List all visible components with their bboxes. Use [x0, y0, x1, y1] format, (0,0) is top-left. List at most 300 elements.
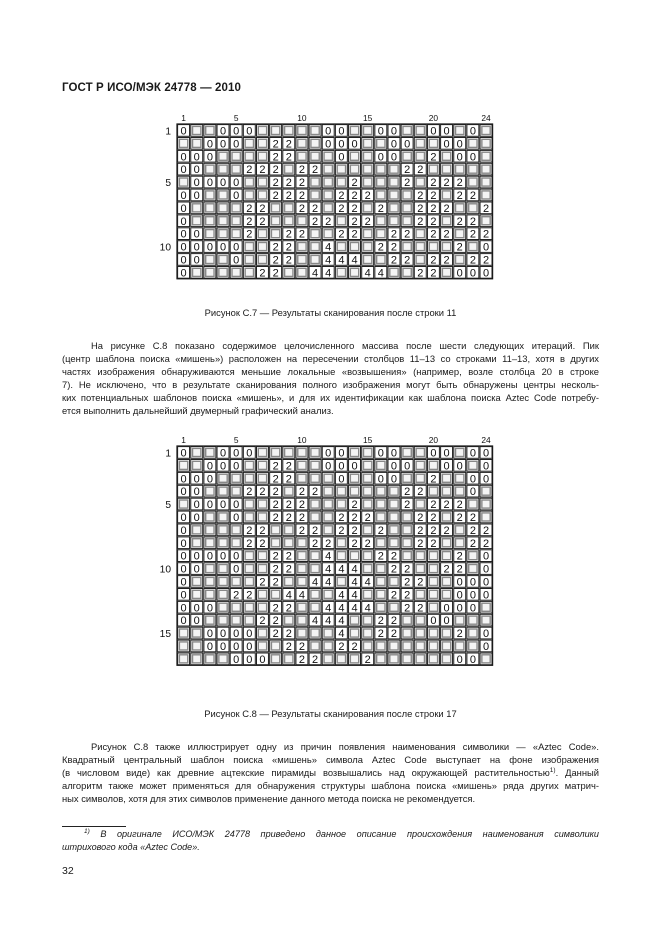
- figure-c8-empty-cell-mark: [298, 552, 306, 560]
- figure-c7-cell-value: 2: [430, 215, 437, 228]
- figure-c8-cell-value: 0: [219, 499, 227, 512]
- figure-c7-empty-cell-mark: [442, 243, 450, 251]
- figure-c8-empty-cell-mark: [206, 513, 214, 521]
- figure-c7-cell-value: 2: [351, 189, 358, 202]
- figure-c8-empty-cell-mark: [258, 513, 266, 521]
- figure-c8-empty-cell-mark: [377, 500, 385, 508]
- figure-c8-cell-value: 0: [180, 563, 187, 576]
- paragraph-1-line: частях изображения обнаруживаются меньшие локальные «возвышения» (например, возле столбца 20 в строке: [62, 365, 599, 377]
- figure-c8-empty-cell-mark: [482, 655, 490, 663]
- figure-c7-empty-cell-mark: [390, 191, 398, 199]
- figure-c8-empty-cell-mark: [364, 565, 372, 573]
- figure-c7-cell-value: 2: [390, 241, 398, 254]
- figure-c8-empty-cell-mark: [429, 487, 437, 495]
- footnote-text: штрихового кода «Aztec Code».: [62, 841, 200, 852]
- figure-c8-cell-value: 2: [272, 460, 279, 473]
- figure-c7-cell-value: 0: [456, 267, 463, 280]
- figure-c7-cell-value: 2: [246, 228, 253, 241]
- figure-c8-cell-value: 2: [259, 537, 266, 550]
- figure-c8-cell-value: 0: [390, 460, 398, 473]
- figure-c7-empty-cell-mark: [364, 152, 372, 160]
- figure-c7-cell-value: 2: [272, 267, 279, 280]
- figure-c7-cell-value: 0: [430, 125, 437, 138]
- figure-c8-cell-value: 0: [443, 615, 450, 628]
- figure-c8-empty-cell-mark: [337, 577, 345, 585]
- figure-c8-empty-cell-mark: [429, 655, 437, 663]
- figure-c8-cell-value: 0: [193, 499, 200, 512]
- figure-c7-empty-cell-mark: [311, 230, 319, 238]
- figure-c7-empty-cell-mark: [390, 178, 398, 186]
- figure-c7-empty-cell-mark: [206, 255, 214, 263]
- figure-c7-empty-cell-mark: [442, 152, 450, 160]
- figure-c8-cell-value: 0: [456, 602, 463, 615]
- figure-c8-cell-value: 2: [417, 537, 424, 550]
- figure-c8-empty-cell-mark: [258, 642, 266, 650]
- figure-c7-cell-value: 4: [325, 267, 332, 280]
- figure-c7-cell-value: 2: [417, 215, 424, 228]
- figure-c8-cell-value: 2: [404, 563, 411, 576]
- figure-c7-cell-value: 2: [298, 177, 305, 190]
- figure-c8-cell-value: 2: [312, 524, 319, 537]
- figure-c8-empty-cell-mark: [403, 526, 411, 534]
- figure-c8-cell-value: 0: [233, 640, 240, 653]
- figure-c8-cell-value: 0: [482, 640, 490, 653]
- figure-c8-cell-value: 2: [390, 628, 398, 641]
- figure-c8-empty-cell-mark: [377, 513, 385, 521]
- figure-c8-empty-cell-mark: [429, 629, 437, 637]
- figure-c8-cell-value: 0: [206, 473, 213, 486]
- figure-c8-cell-value: 2: [456, 499, 463, 512]
- figure-c7-empty-cell-mark: [324, 191, 332, 199]
- figure-c7-empty-cell-mark: [311, 243, 319, 251]
- figure-c8-cell-value: 0: [233, 447, 240, 460]
- paragraph-1-line: На рисунке С.8 показано содержимое целочисленного массива после шести следующих итераций. Пик: [91, 340, 599, 351]
- figure-c7-empty-cell-mark: [377, 230, 385, 238]
- figure-c8-cell-value: 0: [180, 615, 187, 628]
- figure-c7-empty-cell-mark: [377, 139, 385, 147]
- figure-c7-empty-cell-mark: [298, 152, 306, 160]
- figure-c8-cell-value: 0: [338, 447, 345, 460]
- figure-c7-empty-cell-mark: [258, 126, 266, 134]
- figure-c7-empty-cell-mark: [219, 152, 227, 160]
- figure-c7-empty-cell-mark: [377, 217, 385, 225]
- figure-c8-cell-value: 0: [390, 447, 398, 460]
- figure-c7-cell-value: 2: [417, 267, 424, 280]
- figure-c8-cell-value: 0: [233, 628, 240, 641]
- figure-c7-empty-cell-mark: [219, 217, 227, 225]
- figure-c7-empty-cell-mark: [416, 230, 424, 238]
- figure-c8-cell-value: 4: [325, 615, 332, 628]
- figure-c7-empty-cell-mark: [271, 217, 279, 225]
- figure-c8-empty-cell-mark: [403, 629, 411, 637]
- figure-c7-empty-cell-mark: [403, 152, 411, 160]
- figure-c7-empty-cell-mark: [350, 243, 358, 251]
- figure-c8-cell-value: 2: [312, 486, 319, 499]
- paragraph-2-line: [62, 741, 599, 754]
- figure-c8-empty-cell-mark: [442, 552, 450, 560]
- figure-c8-empty-cell-mark: [258, 474, 266, 482]
- figure-c8-empty-cell-mark: [193, 629, 201, 637]
- figure-c8-cell-value: 2: [364, 653, 371, 666]
- figure-c8-empty-cell-mark: [390, 500, 398, 508]
- figure-c8-empty-cell-mark: [324, 513, 332, 521]
- figure-c8-cell-value: 2: [377, 615, 384, 628]
- figure-c8-empty-cell-mark: [482, 513, 490, 521]
- figure-c8-cell-value: 2: [272, 473, 279, 486]
- figure-c8-empty-cell-mark: [482, 487, 490, 495]
- figure-c7-empty-cell-mark: [285, 204, 293, 212]
- figure-c8-cell-value: 2: [456, 563, 463, 576]
- figure-c7-empty-cell-mark: [456, 165, 464, 173]
- figure-c8-empty-cell-mark: [337, 655, 345, 663]
- figure-c7-cell-value: 2: [417, 164, 424, 177]
- figure-c7-empty-cell-mark: [377, 178, 385, 186]
- figure-c8-empty-cell-mark: [350, 629, 358, 637]
- figure-c8-empty-cell-mark: [219, 603, 227, 611]
- figure-c8-cell-value: 0: [443, 460, 450, 473]
- figure-c7-row-label: 1: [165, 126, 171, 138]
- figure-c8-empty-cell-mark: [298, 603, 306, 611]
- figure-c8-col-label: 5: [233, 435, 239, 445]
- figure-c8-empty-cell-mark: [232, 487, 240, 495]
- figure-c8-empty-cell-mark: [324, 642, 332, 650]
- figure-c8-cell-value: 0: [469, 589, 476, 602]
- figure-c8-cell-value: 2: [430, 524, 437, 537]
- figure-c8-empty-cell-mark: [245, 474, 253, 482]
- figure-c8-cell-value: 0: [456, 576, 463, 589]
- figure-c7-cell-value: 0: [180, 125, 187, 138]
- figure-c7-empty-cell-mark: [456, 230, 464, 238]
- figure-c8-empty-cell-mark: [206, 590, 214, 598]
- figure-c8-cell-value: 4: [338, 563, 345, 576]
- figure-c8-empty-cell-mark: [179, 629, 187, 637]
- figure-c8-cell-value: 0: [246, 628, 253, 641]
- figure-c7-cell-value: 2: [443, 177, 450, 190]
- figure-c8-empty-cell-mark: [482, 616, 490, 624]
- figure-c8-cell-value: 2: [417, 486, 424, 499]
- paragraph-2-text: Рисунок С.8 также иллюстрирует одну из причин появления наименования символики — «Aztec Code».: [91, 741, 599, 752]
- figure-c8-empty-cell-mark: [285, 539, 293, 547]
- figure-c7-empty-cell-mark: [456, 204, 464, 212]
- figure-c8-empty-cell-mark: [403, 616, 411, 624]
- figure-c7-empty-cell-mark: [219, 204, 227, 212]
- figure-c8-cell-value: 2: [338, 511, 345, 524]
- figure-c7-cell-value: 2: [312, 215, 319, 228]
- paragraph-2-text-after: . Данный: [555, 766, 599, 778]
- figure-c8-empty-cell-mark: [258, 629, 266, 637]
- figure-c8-cell-value: 2: [285, 550, 292, 563]
- figure-c8-empty-cell-mark: [456, 526, 464, 534]
- figure-c8-empty-cell-mark: [179, 500, 187, 508]
- figure-c8-cell-value: 0: [469, 576, 476, 589]
- figure-c8-empty-cell-mark: [245, 552, 253, 560]
- page-number: 32: [62, 865, 74, 877]
- figure-c7-cell-value: 2: [351, 215, 358, 228]
- figure-c8-empty-cell-mark: [364, 448, 372, 456]
- figure-c7-cell-value: 2: [482, 202, 490, 215]
- figure-c8-cell-value: 4: [351, 589, 358, 602]
- figure-c7-cell-value: 2: [404, 164, 411, 177]
- figure-c7-empty-cell-mark: [364, 139, 372, 147]
- figure-c7-cell-value: 2: [417, 189, 424, 202]
- figure-c7-cell-value: 2: [272, 254, 279, 267]
- figure-c7-cell-value: 0: [404, 138, 411, 151]
- figure-c7-empty-cell-mark: [390, 204, 398, 212]
- figure-c7-empty-cell-mark: [364, 230, 372, 238]
- figure-c7-cell-value: 2: [272, 177, 279, 190]
- figure-c7-cell-value: 2: [404, 254, 411, 267]
- figure-c7-cell-value: 0: [338, 125, 345, 138]
- figure-c8-empty-cell-mark: [271, 642, 279, 650]
- figure-c8-empty-cell-mark: [245, 577, 253, 585]
- figure-c8-empty-cell-mark: [285, 577, 293, 585]
- figure-c8-cell-value: 2: [351, 640, 358, 653]
- figure-c8-empty-cell-mark: [403, 513, 411, 521]
- figure-c8-empty-cell-mark: [193, 526, 201, 534]
- figure-c8-empty-cell-mark: [271, 655, 279, 663]
- figure-c7-empty-cell-mark: [337, 178, 345, 186]
- figure-c8-empty-cell-mark: [311, 590, 319, 598]
- figure-c7-empty-cell-mark: [219, 191, 227, 199]
- figure-c8-cell-value: 2: [259, 615, 266, 628]
- figure-c8-empty-cell-mark: [364, 642, 372, 650]
- figure-c8-cell-value: 2: [312, 653, 319, 666]
- figure-c8-cell-value: 4: [312, 615, 319, 628]
- figure-c8-cell-value: 4: [298, 589, 305, 602]
- figure-c8-empty-cell-mark: [377, 590, 385, 598]
- footnote-reference[interactable]: 1): [549, 766, 556, 774]
- figure-c8-cell-value: 4: [338, 602, 345, 615]
- figure-c8-empty-cell-mark: [350, 474, 358, 482]
- figure-c8-empty-cell-mark: [364, 616, 372, 624]
- figure-c7-cell-value: 0: [469, 267, 476, 280]
- figure-c7-cell-value: 4: [377, 267, 384, 280]
- figure-c8-empty-cell-mark: [285, 448, 293, 456]
- figure-c8-col-label: 15: [363, 435, 373, 445]
- figure-c8-empty-cell-mark: [298, 474, 306, 482]
- figure-c7-cell-value: 0: [180, 215, 187, 228]
- figure-c8-empty-cell-mark: [324, 629, 332, 637]
- figure-c7-empty-cell-mark: [416, 152, 424, 160]
- figure-c7-cell-value: 0: [219, 177, 227, 190]
- figure-c8-cell-value: 0: [206, 550, 213, 563]
- figure-c8-cell-value: 2: [272, 550, 279, 563]
- figure-c7-empty-cell-mark: [456, 255, 464, 263]
- figure-c8-cell-value: 2: [246, 486, 253, 499]
- figure-c7-empty-cell-mark: [285, 268, 293, 276]
- figure-c8-cell-value: 2: [417, 511, 424, 524]
- figure-c7-empty-cell-mark: [271, 230, 279, 238]
- figure-c7-cell-value: 0: [443, 138, 450, 151]
- figure-c8-col-label: 20: [428, 435, 439, 445]
- figure-c7-empty-cell-mark: [206, 230, 214, 238]
- figure-c8-cell-value: 2: [285, 511, 292, 524]
- figure-c7-empty-cell-mark: [364, 204, 372, 212]
- figure-c8-empty-cell-mark: [429, 552, 437, 560]
- figure-c7-empty-cell-mark: [232, 204, 240, 212]
- figure-c8-cell-value: 2: [404, 499, 411, 512]
- figure-c7-cell-value: 2: [377, 202, 384, 215]
- figure-c7-cell-value: 2: [325, 215, 332, 228]
- figure-c8-empty-cell-mark: [298, 577, 306, 585]
- figure-c7-cell-value: 2: [285, 138, 292, 151]
- figure-c8-cell-value: 2: [482, 524, 490, 537]
- figure-c8-empty-cell-mark: [416, 590, 424, 598]
- figure-c8-empty-cell-mark: [377, 577, 385, 585]
- figure-c7-cell-value: 4: [312, 267, 319, 280]
- figure-c8-empty-cell-mark: [232, 474, 240, 482]
- figure-c8-empty-cell-mark: [337, 487, 345, 495]
- figure-c7-cell-value: 0: [233, 189, 240, 202]
- figure-c7-empty-cell-mark: [258, 255, 266, 263]
- figure-c8-empty-cell-mark: [193, 655, 201, 663]
- figure-c7-empty-cell-mark: [429, 139, 437, 147]
- figure-c8-empty-cell-mark: [350, 448, 358, 456]
- figure-c8-empty-cell-mark: [298, 448, 306, 456]
- figure-c7-empty-cell-mark: [364, 178, 372, 186]
- figure-c8-empty-cell-mark: [311, 448, 319, 456]
- figure-c7-cell-value: 0: [193, 177, 200, 190]
- figure-c8-cell-value: 0: [430, 615, 437, 628]
- figure-c8-empty-cell-mark: [364, 487, 372, 495]
- figure-c8-empty-cell-mark: [416, 552, 424, 560]
- figure-c8-cell-value: 2: [298, 524, 305, 537]
- figure-c8-cell-value: 0: [180, 537, 187, 550]
- figure-c8-cell-value: 0: [377, 473, 384, 486]
- figure-c7-empty-cell-mark: [403, 268, 411, 276]
- figure-c8-cell-value: 0: [351, 460, 358, 473]
- figure-c7-empty-cell-mark: [442, 268, 450, 276]
- figure-c8-cell-value: 2: [469, 524, 476, 537]
- figure-c7-cell-value: 2: [246, 202, 253, 215]
- figure-c8-cell-value: 0: [233, 499, 240, 512]
- figure-c8-cell-value: 0: [193, 511, 200, 524]
- figure-c7-empty-cell-mark: [285, 217, 293, 225]
- figure-c7-cell-value: 0: [469, 151, 476, 164]
- figure-c7-cell-value: 2: [430, 202, 437, 215]
- figure-c8-empty-cell-mark: [219, 487, 227, 495]
- figure-c7-cell-value: 2: [351, 228, 358, 241]
- figure-c8-cell-value: 2: [456, 628, 463, 641]
- figure-c8-cell-value: 2: [364, 511, 371, 524]
- figure-c7-empty-cell-mark: [245, 255, 253, 263]
- figure-c7-empty-cell-mark: [482, 152, 490, 160]
- figure-c8-empty-cell-mark: [416, 655, 424, 663]
- figure-c7-cell-value: 2: [298, 189, 305, 202]
- figure-c8-cell-value: 2: [259, 576, 266, 589]
- figure-c7-empty-cell-mark: [350, 268, 358, 276]
- figure-c8-cell-value: 4: [325, 576, 332, 589]
- figure-c8-cell-value: 0: [219, 640, 227, 653]
- figure-c8-empty-cell-mark: [390, 642, 398, 650]
- figure-c7-cell-value: 0: [233, 254, 240, 267]
- figure-c8-cell-value: 2: [443, 499, 450, 512]
- figure-c7-cell-value: 2: [298, 202, 305, 215]
- figure-c8-empty-cell-mark: [482, 500, 490, 508]
- figure-c8-empty-cell-mark: [285, 487, 293, 495]
- figure-c7-cell-value: 0: [180, 151, 187, 164]
- figure-c7-empty-cell-mark: [416, 126, 424, 134]
- figure-c7-cell-value: 4: [351, 254, 358, 267]
- figure-c7-empty-cell-mark: [324, 165, 332, 173]
- figure-c8-cell-value: 2: [351, 499, 358, 512]
- figure-c8-empty-cell-mark: [442, 655, 450, 663]
- figure-c8-empty-cell-mark: [324, 655, 332, 663]
- figure-c8-cell-value: 0: [377, 447, 384, 460]
- figure-c7-empty-cell-mark: [442, 191, 450, 199]
- figure-c7-cell-value: 0: [180, 202, 187, 215]
- figure-c7-empty-cell-mark: [469, 139, 477, 147]
- figure-c7-empty-cell-mark: [179, 178, 187, 186]
- figure-c7-cell-value: 2: [259, 215, 266, 228]
- figure-c8-empty-cell-mark: [245, 603, 253, 611]
- footnote-marker: 1): [84, 828, 90, 835]
- figure-c8-empty-cell-mark: [311, 629, 319, 637]
- figure-c7-col-label: 10: [297, 113, 307, 123]
- figure-c7-empty-cell-mark: [442, 165, 450, 173]
- figure-c8-cell-value: 2: [272, 615, 279, 628]
- figure-c8-cell-value: 2: [272, 499, 279, 512]
- figure-c8-cell-value: 0: [233, 550, 240, 563]
- figure-c8-cell-value: 0: [469, 447, 476, 460]
- figure-c7-empty-cell-mark: [285, 165, 293, 173]
- figure-c8-empty-cell-mark: [456, 448, 464, 456]
- figure-c8-empty-cell-mark: [245, 461, 253, 469]
- figure-c8-empty-cell-mark: [193, 461, 201, 469]
- figure-c7-cell-value: 0: [325, 125, 332, 138]
- figure-c8-cell-value: 4: [285, 589, 292, 602]
- figure-c8-empty-cell-mark: [364, 552, 372, 560]
- figure-c7-col-label: 5: [233, 113, 239, 123]
- figure-c7-cell-value: 2: [259, 267, 266, 280]
- figure-c8-row-label: 5: [165, 499, 171, 511]
- figure-c7-cell-value: 0: [482, 241, 490, 254]
- figure-c8-cell-value: 2: [285, 499, 292, 512]
- figure-c8-cell-value: 0: [469, 602, 476, 615]
- figure-c8-empty-cell-mark: [403, 448, 411, 456]
- figure-c7-cell-value: 2: [351, 202, 358, 215]
- figure-c7-cell-value: 0: [180, 164, 187, 177]
- figure-c7-cell-value: 0: [233, 138, 240, 151]
- figure-c7-cell-value: 2: [298, 164, 305, 177]
- figure-c7-empty-cell-mark: [482, 139, 490, 147]
- figure-c8-empty-cell-mark: [416, 616, 424, 624]
- figure-c7-cell-value: 0: [325, 138, 332, 151]
- figure-c7-empty-cell-mark: [364, 243, 372, 251]
- figure-c8-empty-cell-mark: [364, 629, 372, 637]
- figure-c7-grid: [150, 112, 510, 282]
- paragraph-2-text: Квадратный центральный шаблон поиска «мишень» символа Aztec Code выступает на фоне изображения: [62, 753, 599, 765]
- figure-c7-caption: Рисунок С.7 — Результаты сканирования после строки 11: [204, 307, 457, 318]
- figure-c7-empty-cell-mark: [206, 191, 214, 199]
- figure-c8-cell-value: 2: [417, 602, 424, 615]
- figure-c7-empty-cell-mark: [390, 268, 398, 276]
- figure-c8-empty-cell-mark: [219, 616, 227, 624]
- figure-c7-empty-cell-mark: [337, 165, 345, 173]
- figure-c8-empty-cell-mark: [219, 526, 227, 534]
- figure-c8-empty-cell-mark: [298, 461, 306, 469]
- figure-c7-empty-cell-mark: [193, 204, 201, 212]
- figure-c7-empty-cell-mark: [324, 152, 332, 160]
- figure-c8-cell-value: 2: [443, 524, 450, 537]
- figure-c8-cell-value: 4: [338, 615, 345, 628]
- figure-c8-cell-value: 2: [390, 550, 398, 563]
- figure-c8-empty-cell-mark: [298, 565, 306, 573]
- figure-c8-empty-cell-mark: [442, 590, 450, 598]
- figure-c7-cell-value: 0: [219, 138, 227, 151]
- figure-c8-cell-value: 2: [298, 653, 305, 666]
- figure-c8-empty-cell-mark: [179, 461, 187, 469]
